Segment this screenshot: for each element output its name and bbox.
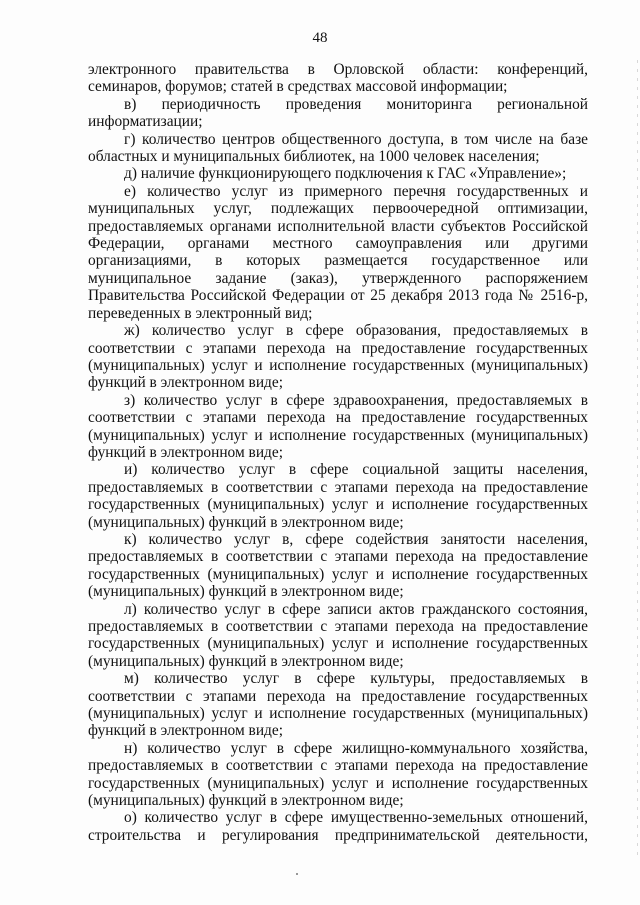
paragraph: ж) количество услуг в сфере образования, предоставляемых в соответствии с этапами перехода на предоставление государственных (муниципальных) услуг и исполнение государственных (муниципальных) функций в электронном виде; — [88, 322, 588, 392]
document-body — [88, 61, 588, 844]
paragraph: и) количество услуг в сфере социальной защиты населения, предоставляемых в соответствии с этапами перехода на предоставление государственных (муниципальных) услуг и исполнение государственных (муниципальных) функций в электронном виде; — [88, 461, 588, 531]
paragraph: м) количество услуг в сфере культуры, предоставляемых в соответствии с этапами перехода на предоставление государственных (муниципальных) услуг и исполнение государственных (муниципальных) функций в электронном виде; — [88, 670, 588, 740]
paragraph: е) количество услуг из примерного перечня государственных и муниципальных услуг, подлежащих первоочередной оптимизации, предоставляемых органами исполнительной власти субъектов Российской Федерации, органами местного самоуправления или другими организациями, в которых размещается государственное или муниципальное задание (заказ), утвержденного распоряжением Правительства Российской Федерации от 25 декабря 2013 года № 2516-р, переведенных в электронный вид; — [88, 182, 588, 322]
paragraph: в) периодичность проведения мониторинга региональной информатизации; — [88, 95, 588, 131]
scan-edge-artifact — [637, 60, 638, 860]
paragraph: о) количество услуг в сфере имущественно-земельных отношений, строительства и регулирования предпринимательской деятельности, — [88, 809, 588, 844]
paragraph: н) количество услуг в сфере жилищно-коммунального хозяйства, предоставляемых в соответствии с этапами перехода на предоставление государственных (муниципальных) услуг и исполнение государственных (муниципальных) функций в электронном виде; — [88, 739, 588, 810]
scan-speck — [296, 873, 298, 875]
paragraph: г) количество центров общественного доступа, в том числе на базе областных и муниципальных библиотек, на 1000 человек населения; — [88, 130, 588, 166]
paragraph: к) количество услуг в, сфере содействия занятости населения, предоставляемых в соответствии с этапами перехода на предоставление государственных (муниципальных) услуг и исполнение государственных (муниципальных) функций в электронном виде; — [88, 530, 588, 601]
paragraph: электронного правительства в Орловской области: конференций, семинаров, форумов; статей в средствах массовой информации; — [88, 61, 588, 96]
page-number: 48 — [312, 30, 328, 46]
paragraph: д) наличие функционирующего подключения к ГАС «Управление»; — [124, 165, 567, 183]
paragraph: з) количество услуг в сфере здравоохранения, предоставляемых в соответствии с этапами перехода на предоставление государственных (муниципальных) услуг и исполнение государственных (муниципальных) функций в электронном виде; — [88, 391, 588, 461]
paragraph: л) количество услуг в сфере записи актов гражданского состояния, предоставляемых в соответствии с этапами перехода на предоставление государственных (муниципальных) услуг и исполнение государственных (муниципальных) функций в электронном виде; — [88, 600, 588, 670]
